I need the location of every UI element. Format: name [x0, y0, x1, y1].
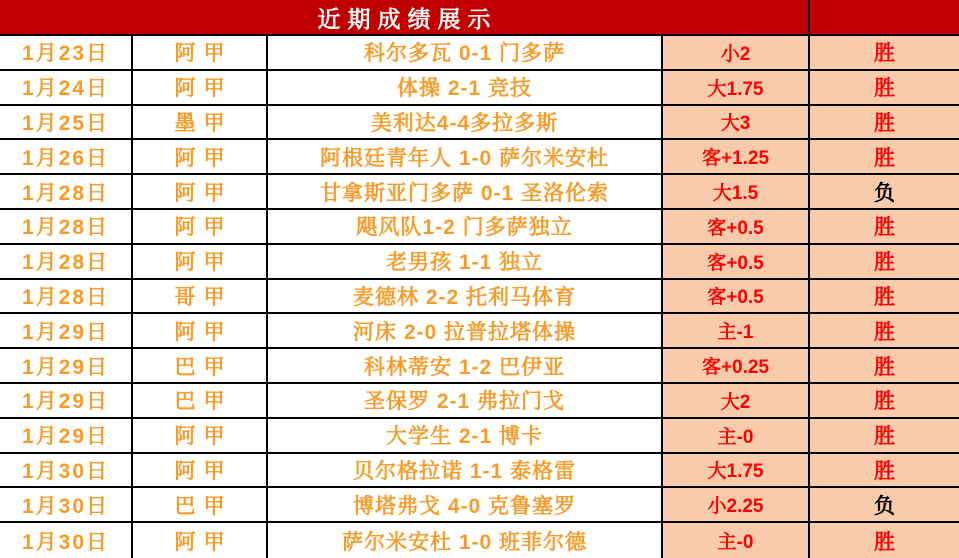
- league-cell: 巴甲: [133, 488, 268, 523]
- league-cell: 阿甲: [133, 36, 268, 71]
- date-cell: 1月29日: [0, 314, 133, 349]
- result-cell: 胜: [810, 384, 959, 419]
- date-cell: 1月26日: [0, 140, 133, 175]
- result-cell: 胜: [810, 523, 959, 558]
- result-cell: 胜: [810, 349, 959, 384]
- league-cell: 阿甲: [133, 71, 268, 106]
- match-cell: 大学生 2-1 博卡: [268, 419, 663, 454]
- handicap-cell: 客+0.5: [663, 280, 810, 315]
- result-cell: 胜: [810, 314, 959, 349]
- result-cell: 胜: [810, 245, 959, 280]
- result-cell: 胜: [810, 454, 959, 489]
- result-cell: 胜: [810, 140, 959, 175]
- result-cell: 负: [810, 175, 959, 210]
- league-cell: 阿甲: [133, 523, 268, 558]
- league-cell: 阿甲: [133, 419, 268, 454]
- league-cell: 阿甲: [133, 245, 268, 280]
- league-cell: 巴甲: [133, 384, 268, 419]
- match-cell: 体操 2-1 竞技: [268, 71, 663, 106]
- result-cell: 胜: [810, 36, 959, 71]
- table-title: 近期成绩展示: [0, 0, 810, 34]
- match-cell: 萨尔米安杜 1-0 班菲尔德: [268, 523, 663, 558]
- result-cell: 胜: [810, 280, 959, 315]
- handicap-cell: 大1.75: [663, 71, 810, 106]
- date-cell: 1月30日: [0, 488, 133, 523]
- handicap-cell: 客+0.25: [663, 349, 810, 384]
- handicap-cell: 大1.5: [663, 175, 810, 210]
- match-cell: 博塔弗戈 4-0 克鲁塞罗: [268, 488, 663, 523]
- handicap-cell: 小2.25: [663, 488, 810, 523]
- match-cell: 美利达4-4多拉多斯: [268, 106, 663, 141]
- date-cell: 1月30日: [0, 454, 133, 489]
- date-cell: 1月24日: [0, 71, 133, 106]
- league-cell: 阿甲: [133, 454, 268, 489]
- match-cell: 飓风队1-2 门多萨独立: [268, 210, 663, 245]
- handicap-cell: 主-0: [663, 523, 810, 558]
- handicap-cell: 大3: [663, 106, 810, 141]
- match-cell: 甘拿斯亚门多萨 0-1 圣洛伦索: [268, 175, 663, 210]
- league-cell: 哥甲: [133, 280, 268, 315]
- handicap-cell: 客+0.5: [663, 245, 810, 280]
- match-cell: 河床 2-0 拉普拉塔体操: [268, 314, 663, 349]
- match-cell: 麦德林 2-2 托利马体育: [268, 280, 663, 315]
- match-cell: 圣保罗 2-1 弗拉门戈: [268, 384, 663, 419]
- handicap-cell: 大1.75: [663, 454, 810, 489]
- handicap-cell: 大2: [663, 384, 810, 419]
- result-cell: 胜: [810, 71, 959, 106]
- match-cell: 科林蒂安 1-2 巴伊亚: [268, 349, 663, 384]
- date-cell: 1月28日: [0, 245, 133, 280]
- match-cell: 阿根廷青年人 1-0 萨尔米安杜: [268, 140, 663, 175]
- header-bar: [0, 0, 959, 36]
- league-cell: 阿甲: [133, 210, 268, 245]
- handicap-cell: 主-0: [663, 419, 810, 454]
- date-cell: 1月28日: [0, 175, 133, 210]
- match-cell: 贝尔格拉诺 1-1 泰格雷: [268, 454, 663, 489]
- handicap-cell: 主-1: [663, 314, 810, 349]
- date-cell: 1月28日: [0, 280, 133, 315]
- date-cell: 1月23日: [0, 36, 133, 71]
- date-cell: 1月29日: [0, 384, 133, 419]
- result-cell: 胜: [810, 419, 959, 454]
- handicap-cell: 客+0.5: [663, 210, 810, 245]
- date-cell: 1月29日: [0, 349, 133, 384]
- result-cell: 胜: [810, 106, 959, 141]
- match-cell: 老男孩 1-1 独立: [268, 245, 663, 280]
- league-cell: 巴甲: [133, 349, 268, 384]
- date-cell: 1月28日: [0, 210, 133, 245]
- match-cell: 科尔多瓦 0-1 门多萨: [268, 36, 663, 71]
- handicap-cell: 客+1.25: [663, 140, 810, 175]
- date-cell: 1月29日: [0, 419, 133, 454]
- league-cell: 阿甲: [133, 140, 268, 175]
- result-cell: 负: [810, 488, 959, 523]
- league-cell: 阿甲: [133, 175, 268, 210]
- table-body: [0, 36, 959, 558]
- result-cell: 胜: [810, 210, 959, 245]
- league-cell: 阿甲: [133, 314, 268, 349]
- handicap-cell: 小2: [663, 36, 810, 71]
- date-cell: 1月25日: [0, 106, 133, 141]
- league-cell: 墨甲: [133, 106, 268, 141]
- date-cell: 1月30日: [0, 523, 133, 558]
- header-result-column-cell: [810, 0, 959, 34]
